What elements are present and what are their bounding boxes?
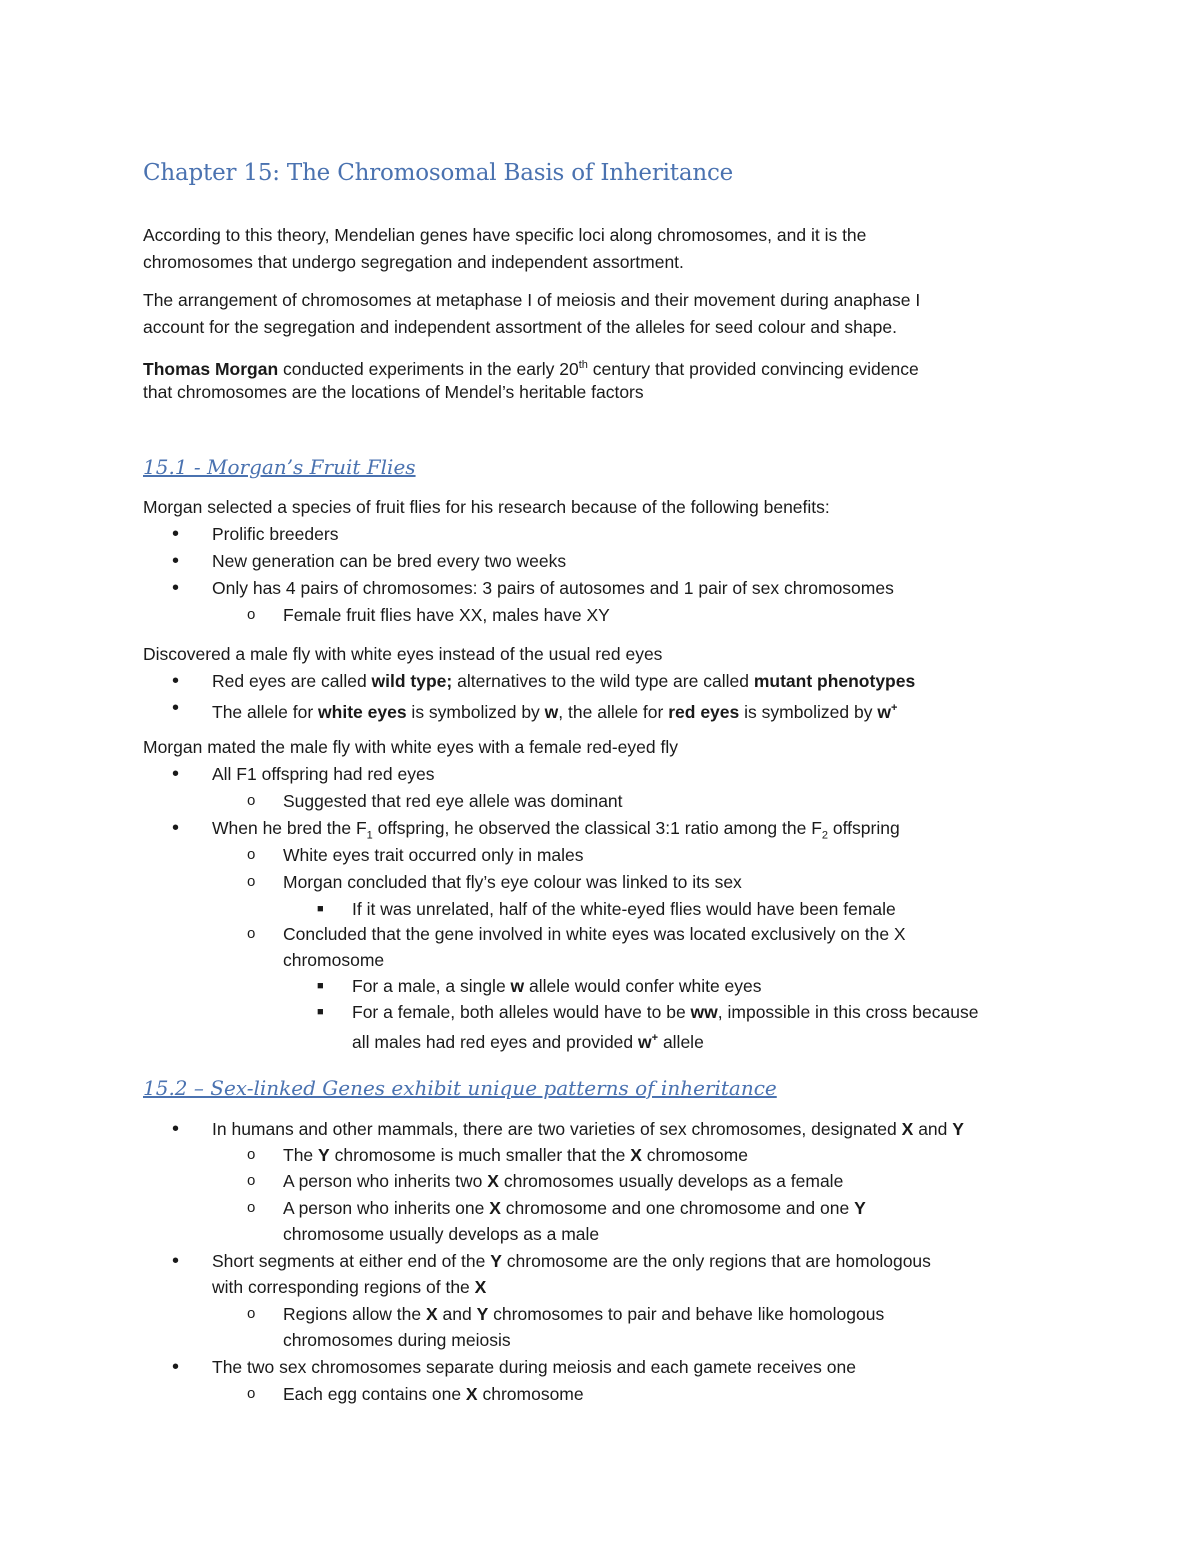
bullet-icon: • xyxy=(172,763,180,785)
benefit-item: Prolific breeders xyxy=(212,524,339,544)
one-x-item xyxy=(283,1195,866,1221)
male-w-symbol: w xyxy=(510,976,525,996)
humans-text-a: In humans and other mammals, there are two varieties of sex chromosomes, designated xyxy=(212,1119,902,1139)
two-x-text-a: A person who inherits two xyxy=(283,1171,488,1191)
x-symbol: X xyxy=(474,1277,487,1297)
two-x-item xyxy=(283,1168,843,1194)
f1-sub: 1 xyxy=(366,829,373,842)
bullet-icon: • xyxy=(172,577,180,599)
mated-text: Morgan mated the male fly with white eyes with a female red-eyed fly xyxy=(143,737,678,757)
short-text-b: chromosome are the only regions that are homologous xyxy=(501,1251,931,1271)
short-l2-text-a: with corresponding regions of the xyxy=(212,1277,475,1297)
intro-p3-line1 xyxy=(143,352,919,382)
y-symbol: Y xyxy=(854,1198,866,1218)
female-text-b: , impossible in this cross because xyxy=(717,1002,979,1022)
regions-text-b: and xyxy=(437,1304,477,1324)
concluded-sex-item: Morgan concluded that fly’s eye colour was linked to its sex xyxy=(283,872,742,892)
section-15-2-heading[interactable]: 15.2 – Sex-linked Genes exhibit unique patterns of inheritance xyxy=(143,1076,777,1100)
benefit-item: New generation can be bred every two weeks xyxy=(212,551,567,571)
allele-text-b: is symbolized by xyxy=(406,701,545,722)
bred-text-b: offspring, he observed the classical 3:1 ratio among the F xyxy=(372,818,822,838)
one-x-text-b: chromosome and one chromosome and one xyxy=(500,1198,855,1218)
short-text-a: Short segments at either end of the xyxy=(212,1251,491,1271)
bullet-icon: • xyxy=(172,550,180,572)
benefit-item: Only has 4 pairs of chromosomes: 3 pairs of autosomes and 1 pair of sex chromosomes xyxy=(212,578,894,598)
ww-symbol: ww xyxy=(690,1002,718,1022)
female-item-line2 xyxy=(352,1025,704,1055)
bullet-icon: • xyxy=(172,697,180,719)
intro-p3-sup: th xyxy=(578,359,588,371)
bullet-icon: • xyxy=(172,670,180,692)
bullet-icon: • xyxy=(172,1356,180,1378)
y-text-b: chromosome is much smaller that the xyxy=(329,1145,631,1165)
female-item xyxy=(352,999,978,1025)
circle-bullet-icon: o xyxy=(247,1146,256,1163)
allele-symbol-item xyxy=(212,695,897,725)
section-15-1-heading[interactable]: 15.1 - Morgan’s Fruit Flies xyxy=(143,455,416,479)
circle-bullet-icon: o xyxy=(247,606,256,623)
y-symbol: Y xyxy=(952,1119,964,1139)
intro-p3-line2: that chromosomes are the locations of Mendel’s heritable factors xyxy=(143,382,644,402)
unrelated-item: If it was unrelated, half of the white-eyed flies would have been female xyxy=(352,899,896,919)
one-x-item-line2: chromosome usually develops as a male xyxy=(283,1224,600,1244)
page-title: Chapter 15: The Chromosomal Basis of Inheritance xyxy=(143,160,734,186)
x-symbol: X xyxy=(901,1119,914,1139)
x-symbol: X xyxy=(489,1198,501,1218)
one-x-text-a: A person who inherits one xyxy=(283,1198,490,1218)
bred-text-c: offspring xyxy=(828,818,900,838)
allele-text-c: , the allele for xyxy=(558,701,669,722)
circle-bullet-icon: o xyxy=(247,1199,256,1216)
x-symbol: X xyxy=(426,1304,438,1324)
humans-and: and xyxy=(913,1119,953,1139)
circle-bullet-icon: o xyxy=(247,1172,256,1189)
female-plus-sup: + xyxy=(651,1032,659,1044)
bullet-icon: • xyxy=(172,817,180,839)
female-text-a: For a female, both alleles would have to be xyxy=(352,1002,691,1022)
red-eyes-term: red eyes xyxy=(668,701,740,722)
x-symbol: X xyxy=(487,1171,499,1191)
regions-text-a: Regions allow the xyxy=(283,1304,426,1324)
female-l2-text-b: allele xyxy=(658,1031,704,1052)
intro-p2-line1: The arrangement of chromosomes at metaphase I of meiosis and their movement during anaphase I xyxy=(143,290,921,310)
plus-sup: + xyxy=(890,702,898,714)
y-symbol: Y xyxy=(490,1251,502,1271)
wild-type-text-b: alternatives to the wild type are called xyxy=(452,671,754,691)
wild-type-item xyxy=(212,668,915,694)
section1-intro: Morgan selected a species of fruit flies for his research because of the following benefits: xyxy=(143,497,830,517)
circle-bullet-icon: o xyxy=(247,792,256,809)
wild-type-term: wild type; xyxy=(371,671,453,691)
f1-subitem: Suggested that red eye allele was dominant xyxy=(283,791,623,811)
intro-p2-line2: account for the segregation and independent assortment of the alleles for seed colour and shape. xyxy=(143,317,897,337)
bullet-icon: • xyxy=(172,523,180,545)
discovered-text: Discovered a male fly with white eyes instead of the usual red eyes xyxy=(143,644,663,664)
y-symbol: Y xyxy=(476,1304,489,1324)
f1-item: All F1 offspring had red eyes xyxy=(212,764,435,784)
male-item xyxy=(352,973,762,999)
short-segments-item-line2 xyxy=(212,1274,486,1300)
w-symbol: w xyxy=(544,701,559,722)
square-bullet-icon: ■ xyxy=(317,980,324,992)
y-text-c: chromosome xyxy=(641,1145,748,1165)
intro-p3-text-a: conducted experiments in the early 20 xyxy=(278,358,579,379)
egg-text-a: Each egg contains one xyxy=(283,1384,466,1404)
wild-type-text-a: Red eyes are called xyxy=(212,671,372,691)
allele-text-a: The allele for xyxy=(212,701,319,722)
y-smaller-item xyxy=(283,1142,748,1168)
female-l2-text-a: all males had red eyes and provided xyxy=(352,1031,639,1052)
square-bullet-icon: ■ xyxy=(317,1006,324,1018)
f2-sub: 2 xyxy=(821,829,829,842)
intro-p3-text-b: century that provided convincing evidence xyxy=(587,358,919,379)
circle-bullet-icon: o xyxy=(247,846,256,863)
benefit-subitem: Female fruit flies have XX, males have XY xyxy=(283,605,610,625)
bullet-icon: • xyxy=(172,1250,180,1272)
x-symbol: X xyxy=(630,1145,642,1165)
intro-p1-line1: According to this theory, Mendelian genes have specific loci along chromosomes, and it is the xyxy=(143,225,867,245)
bred-text-a: When he bred the F xyxy=(212,818,367,838)
humans-item xyxy=(212,1116,964,1142)
thomas-morgan-name: Thomas Morgan xyxy=(143,358,279,379)
white-trait-item: White eyes trait occurred only in males xyxy=(283,845,584,865)
circle-bullet-icon: o xyxy=(247,1385,256,1402)
regions-item-line2: chromosomes during meiosis xyxy=(283,1330,511,1350)
y-text-a: The xyxy=(283,1145,319,1165)
regions-text-c: chromosomes to pair and behave like homologous xyxy=(488,1304,885,1324)
square-bullet-icon: ■ xyxy=(317,903,324,915)
circle-bullet-icon: o xyxy=(247,925,256,942)
concluded-x-item: Concluded that the gene involved in white eyes was located exclusively on the X xyxy=(283,924,906,944)
separate-item: The two sex chromosomes separate during meiosis and each gamete receives one xyxy=(212,1357,856,1377)
intro-p1-line2: chromosomes that undergo segregation and independent assortment. xyxy=(143,252,684,272)
circle-bullet-icon: o xyxy=(247,1305,256,1322)
white-eyes-term: white eyes xyxy=(318,701,407,722)
concluded-x-item-line2: chromosome xyxy=(283,950,385,970)
male-text-a: For a male, a single xyxy=(352,976,511,996)
regions-item xyxy=(283,1301,884,1327)
allele-text-d: is symbolized by xyxy=(739,701,878,722)
y-symbol: Y xyxy=(318,1145,330,1165)
w-plus-symbol: w xyxy=(877,701,891,722)
circle-bullet-icon: o xyxy=(247,873,256,890)
short-segments-item xyxy=(212,1248,931,1274)
male-text-b: allele would confer white eyes xyxy=(524,976,762,996)
two-x-text-b: chromosomes usually develops as a female xyxy=(498,1171,844,1191)
mutant-phenotypes-term: mutant phenotypes xyxy=(753,671,916,691)
egg-item xyxy=(283,1381,584,1407)
female-w-plus-symbol: w xyxy=(638,1031,652,1052)
bullet-icon: • xyxy=(172,1118,180,1140)
egg-text-b: chromosome xyxy=(477,1384,584,1404)
x-symbol: X xyxy=(465,1384,478,1404)
